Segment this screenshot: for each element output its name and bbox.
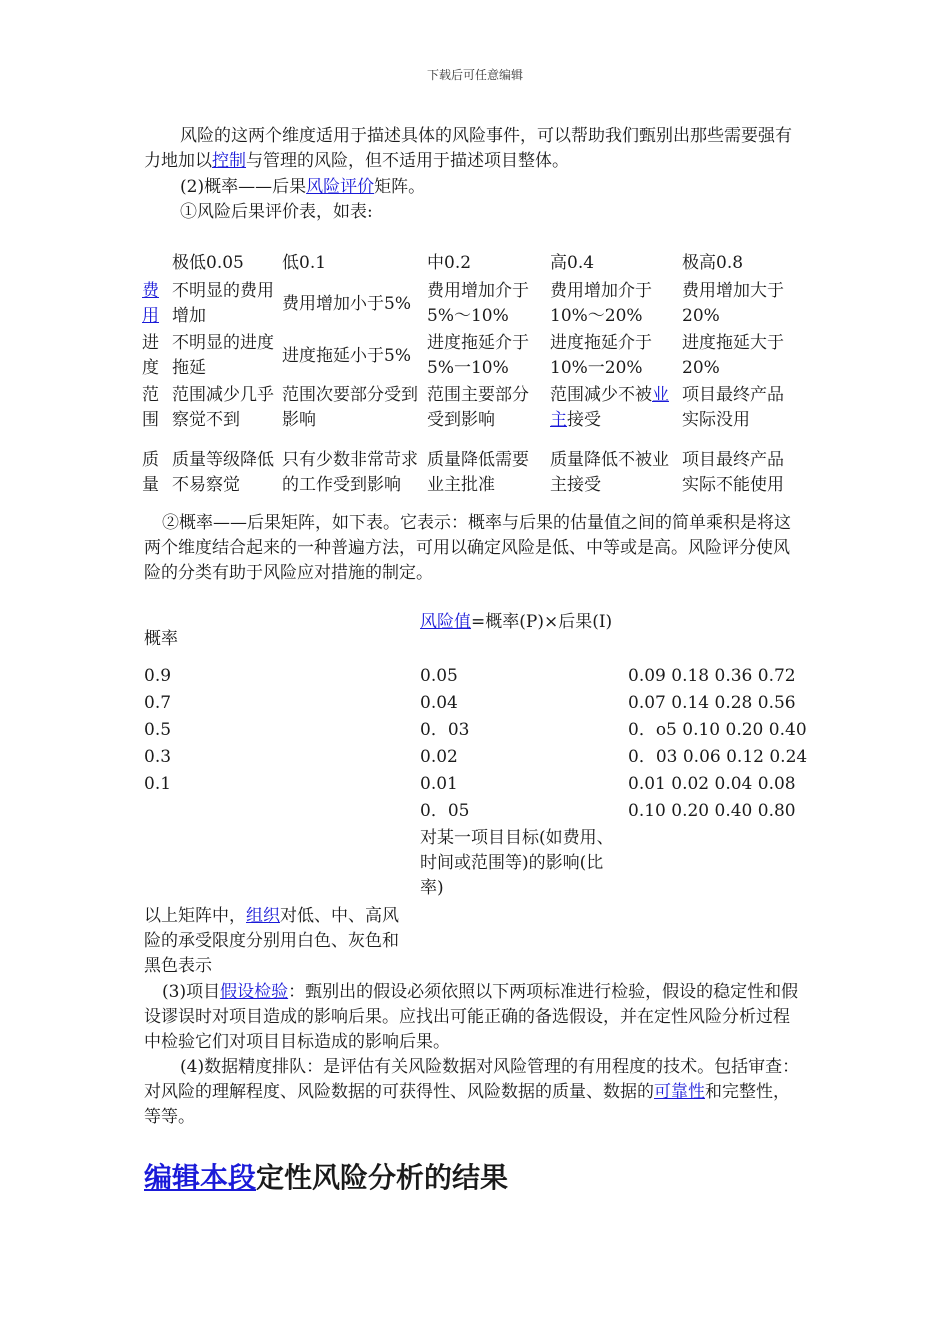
table-cell: 不明显的费用增加 [172,281,274,326]
text: (4)数据精度排队：是评估有关风险数据对风险管理的有用程度的技术。包括审查：对风险的理解程度、风险数据的可获得性、风险数据的质量、数据的 [144,1057,800,1102]
link-control[interactable]: 控制 [212,151,246,171]
table-header-cell: 极高0.8 [682,252,744,273]
table-cell: 只有少数非常苛求的工作受到影响 [282,450,418,495]
table-cell: 进度拖延介于10%一20% [550,333,652,378]
heading-text: 定性风险分析的结果 [256,1161,509,1194]
matrix-cell: 0.01 [420,774,458,794]
table-cell: 进度拖延介于5%一10% [427,333,529,378]
paragraph-matrix-desc: ②概率——后果矩阵，如下表。它表示：概率与后果的估量值之间的简单乘积是将这两个维度结合起来的一种普遍方法，可用以确定风险是低、中等或是高。风险评分使风险的分类有助于风险应对措施的制定。 [144,513,791,583]
link-owner[interactable]: 业主 [550,385,669,430]
table-cell: 项目最终产品实际没用 [682,385,784,430]
matrix-cell: 0.05 [420,666,458,686]
matrix-impact-note: 对某一项目目标(如费用、时间或范围等)的影响(比率) [420,828,614,898]
link-hypothesis-test[interactable]: 假设检验 [220,982,289,1002]
table-cell: 进度拖延小于5% [282,345,411,366]
table-cell: 费用增加小于5% [282,293,411,314]
table-row-label: 质量 [142,450,159,495]
table-cell: 质量降低需要业主批准 [427,450,529,495]
table-cell: 不明显的进度拖延 [172,333,274,378]
table-row-label: 范围 [142,385,159,430]
table-header-cell: 高0.4 [550,252,595,273]
text: 范围减少不被 [550,385,652,405]
paragraph-table-intro: ①风险后果评价表，如表: [180,202,373,222]
table-cell: 范围主要部分受到影响 [427,385,529,430]
matrix-cell: 0.10 0.20 0.40 0.80 [628,801,796,821]
table-cell: 质量降低不被业主接受 [550,450,669,495]
paragraph-matrix-title [144,175,804,200]
text: 与管理的风险，但不适用于描述项目整体。 [246,151,569,171]
paragraph-data-precision [144,1055,804,1130]
matrix-cell: 0.09 0.18 0.36 0.72 [628,666,796,686]
matrix-value-label [420,610,620,635]
table-row [138,330,802,382]
link-cost[interactable]: 费用 [142,281,159,326]
table-header-row [138,248,802,278]
matrix-cell: 0.07 0.14 0.28 0.56 [628,693,796,713]
table-header-cell: 中0.2 [427,252,472,273]
matrix-cell: 0．o5 0.10 0.20 0.40 [628,720,807,740]
text: (2)概率——后果 [180,177,307,197]
paragraph-assumption-test [144,980,804,1055]
table-row [138,382,802,434]
link-risk-evaluation[interactable]: 风险评价 [306,177,375,197]
text: ：甄别出的假设必须依照以下两项标准进行检验，假设的稳定性和假设谬误时对项目造成的影响后果。应找出可能正确的备选假设，并在定性风险分析过程中检验它们对项目目标造成的影响后果。 [144,982,799,1052]
link-risk-value[interactable]: 风险值 [420,612,471,632]
matrix-prob-value: 0.3 [144,747,172,767]
section-heading [144,1156,508,1196]
matrix-prob-value: 0.1 [144,774,172,794]
text: =概率(P)×后果(I) [471,612,613,632]
matrix-cell: 0．03 [420,720,470,740]
table-cell: 质量等级降低不易察觉 [172,450,274,495]
paragraph-intro [144,124,804,174]
text: 风险的这两个维度适用于描述具体的风险事件，可以帮助我们甄别出那些需要强有力地加以 [144,126,792,171]
text: 对低、中、高风险的承受限度分别用白色、灰色和黑色表示 [144,906,399,976]
table-header-cell [138,248,168,278]
link-organization[interactable]: 组织 [246,906,280,926]
link-edit-section[interactable]: 编辑本段 [144,1161,257,1194]
table-header-cell: 低0.1 [282,252,327,273]
table-cell: 进度拖延大于20% [682,333,784,378]
table-cell: 费用增加介于5%～10% [427,281,529,326]
text: 和完整性，等等。 [144,1082,790,1127]
text: 接受 [567,410,601,430]
table-cell: 费用增加介于10%～20% [550,281,652,326]
text: 矩阵。 [374,177,426,197]
text: 以上矩阵中， [144,906,246,926]
matrix-prob-value: 0.5 [144,720,172,740]
matrix-cell: 0.01 0.02 0.04 0.08 [628,774,796,794]
matrix-cell: 0.02 [420,747,458,767]
matrix-prob-label: 概率 [144,629,178,649]
table-cell [546,382,678,434]
table-row-label: 进度 [142,333,159,378]
link-reliability[interactable]: 可靠性 [654,1082,705,1102]
text: (3)项目 [162,982,221,1002]
page-header: 下载后可任意编辑 [426,68,523,82]
matrix-cell: 0.04 [420,693,458,713]
table-row [138,434,802,512]
matrix-prob-value: 0.9 [144,666,172,686]
table-cell: 项目最终产品实际不能使用 [682,450,784,495]
matrix-prob-value: 0.7 [144,693,172,713]
table-header-cell: 极低0.05 [172,252,244,273]
table-cell: 范围减少几乎察觉不到 [172,385,274,430]
matrix-cell: 0．03 0.06 0.12 0.24 [628,747,808,767]
risk-consequence-table [138,248,802,512]
matrix-footnote [144,904,414,979]
table-cell: 范围次要部分受到影响 [282,385,418,430]
table-row [138,278,802,330]
table-cell: 费用增加大于20% [682,281,784,326]
matrix-cell: 0．05 [420,801,470,821]
